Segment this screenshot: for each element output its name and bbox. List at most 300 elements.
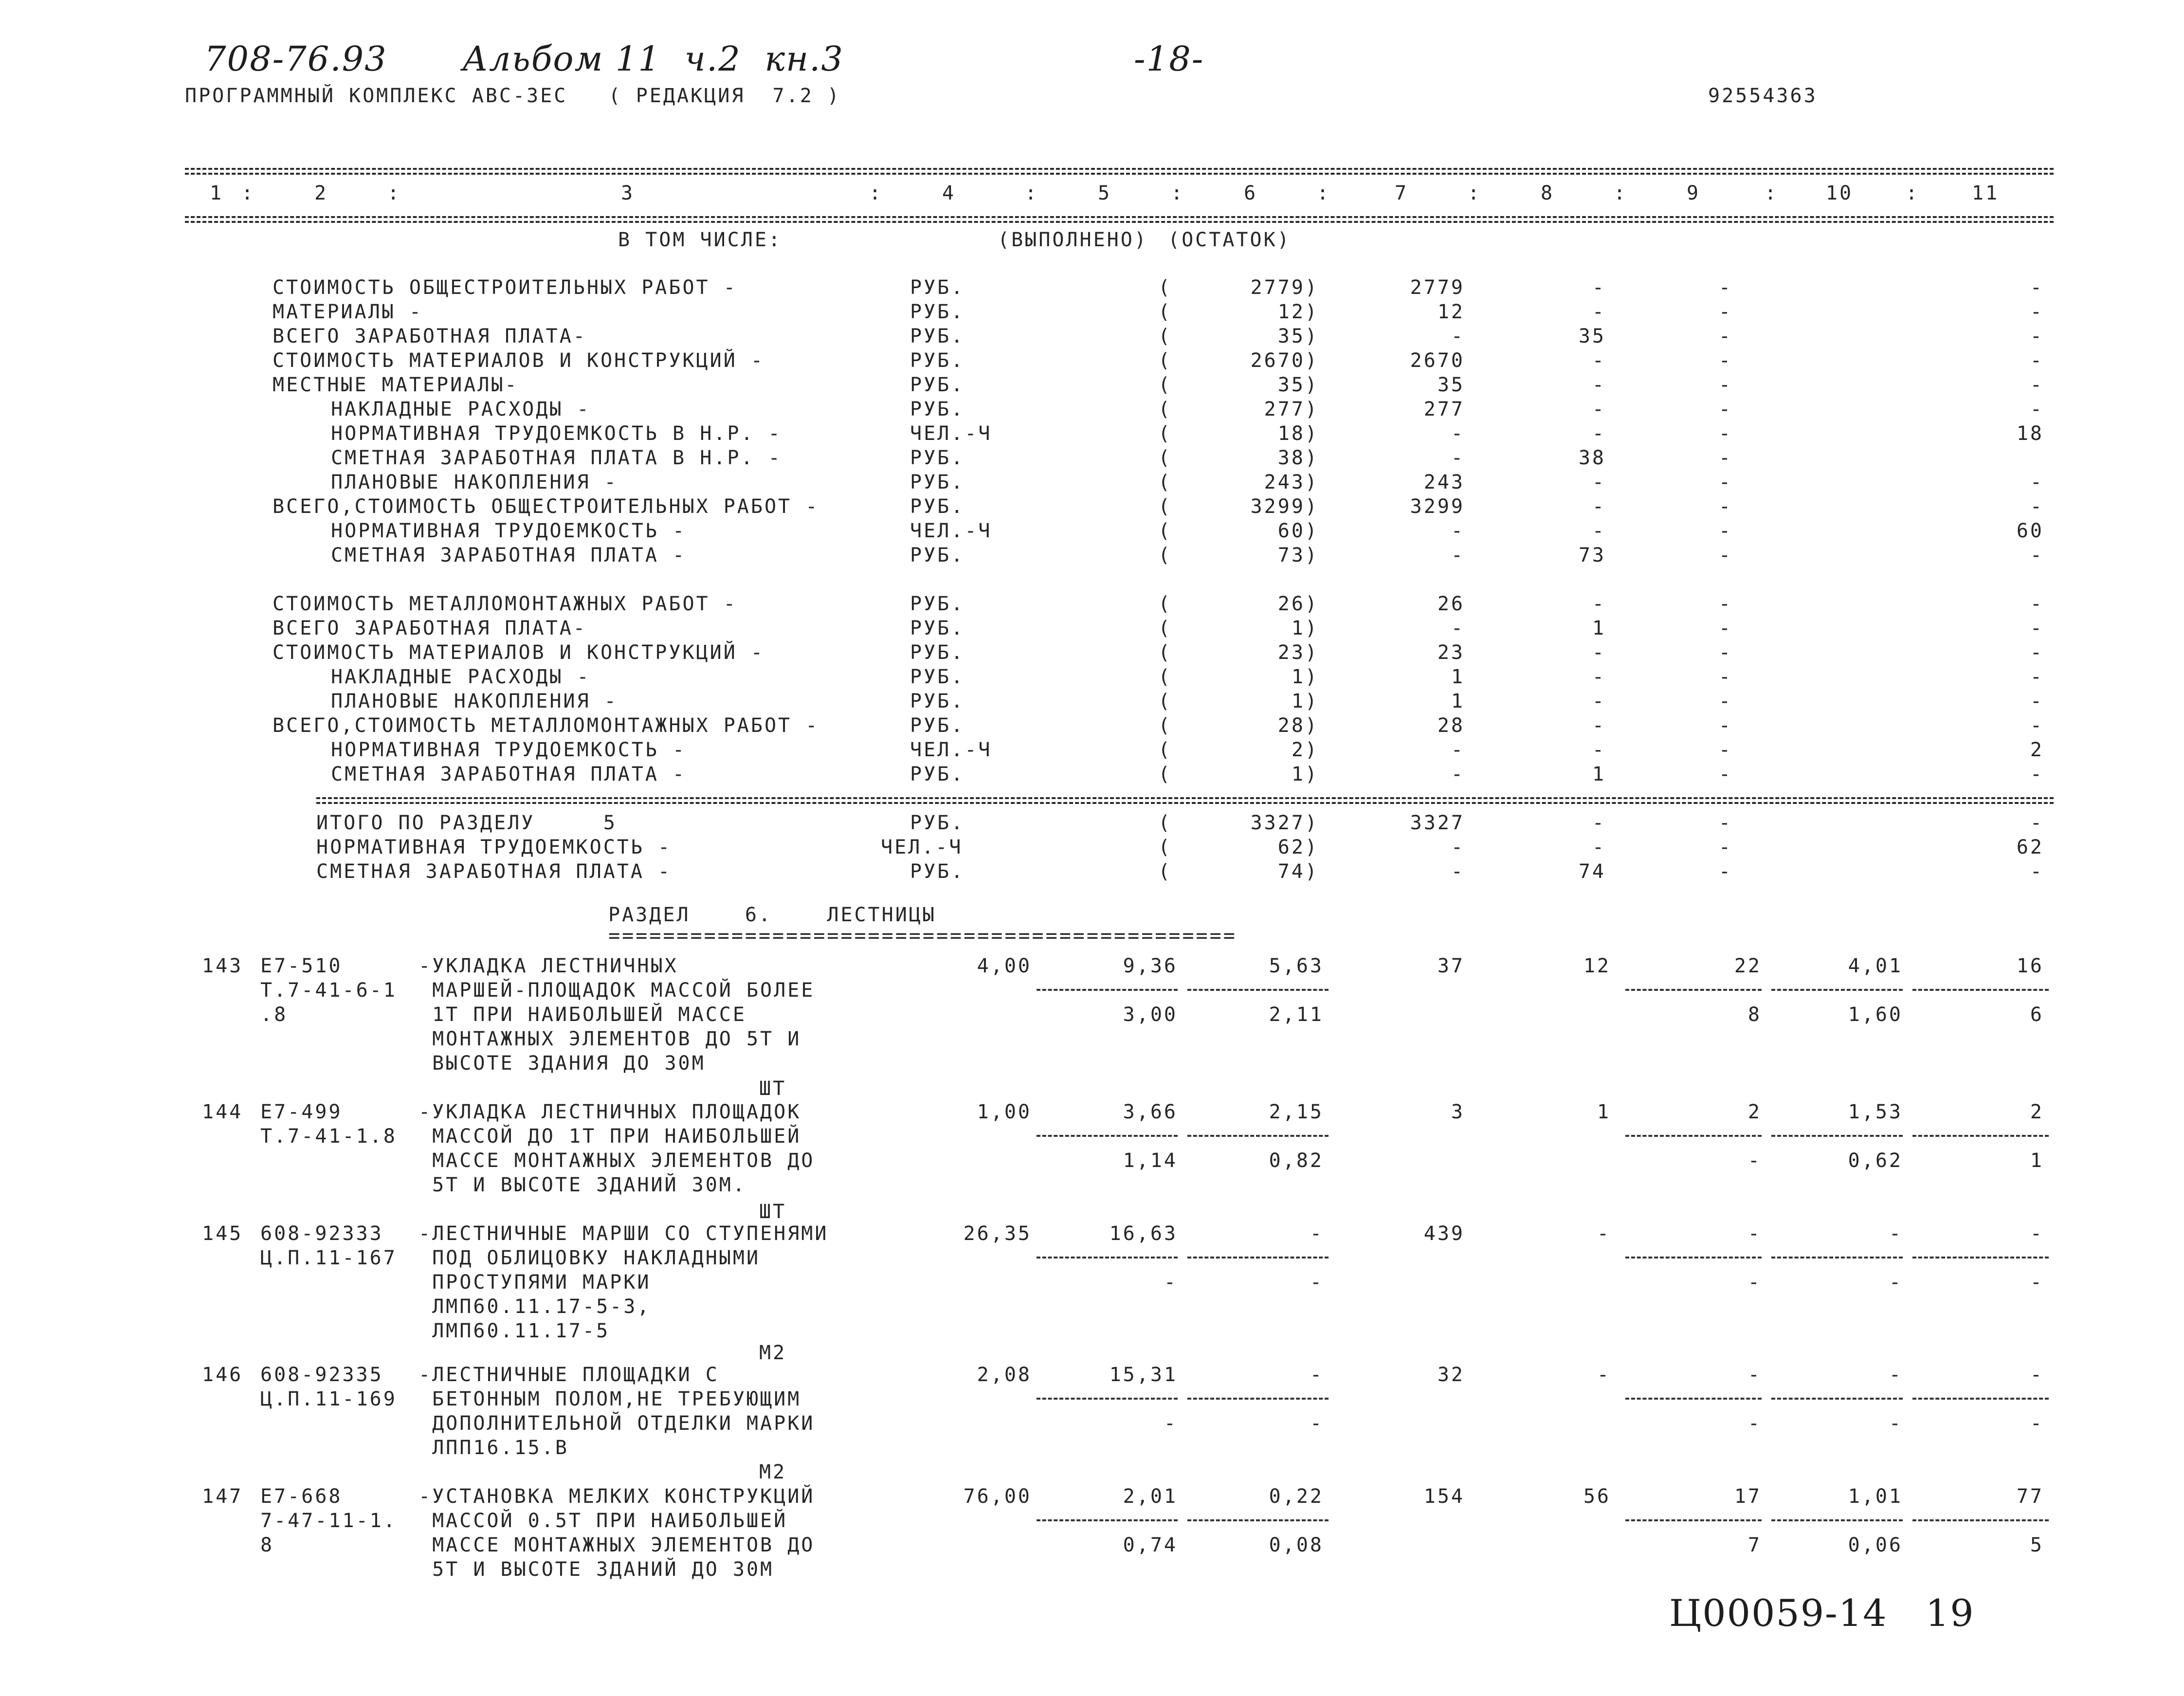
total-row-col8: 74 — [1578, 860, 1606, 883]
item-description: -УСТАНОВКА МЕЛКИХ КОНСТРУКЦИЙ — [419, 1485, 815, 1508]
metal-summary-row-col7: - — [1451, 739, 1465, 761]
metal-summary-row-label: ВСЕГО ЗАРАБОТНАЯ ПЛАТА- — [273, 617, 587, 639]
item-description: -УКЛАДКА ЛЕСТНИЧНЫХ ПЛОЩАДОК — [419, 1101, 801, 1123]
item-unit-price-labor: 0,74 — [1123, 1534, 1178, 1556]
metal-summary-row-col11: - — [2030, 714, 2044, 737]
item-quantity: 26,35 — [963, 1222, 1032, 1245]
item-col6: 5,63 — [1269, 955, 1324, 977]
item-col10-labor: 1,60 — [1848, 1003, 1903, 1026]
summary-row-col8: - — [1592, 398, 1606, 420]
metal-summary-row-col9: - — [1718, 641, 1732, 664]
summary-row-col11: - — [2030, 301, 2044, 323]
metal-summary-row-unit: РУБ. — [910, 666, 965, 688]
summary-row-paren: ( — [1158, 544, 1172, 566]
item-col10-labor: - — [1889, 1271, 1903, 1294]
metal-summary-row-label: ВСЕГО,СТОИМОСТЬ МЕТАЛЛОМОНТАЖНЫХ РАБОТ - — [273, 714, 819, 737]
header-rule-top-2 — [185, 173, 2054, 175]
total-row-value: 62) — [1277, 836, 1319, 858]
item-quantity: 1,00 — [977, 1101, 1032, 1123]
summary-row-paren: ( — [1158, 447, 1172, 469]
summary-row-paren: ( — [1158, 276, 1172, 299]
summary-row-col9: - — [1718, 349, 1732, 372]
summary-row-col8: 38 — [1578, 447, 1606, 469]
metal-summary-row-col11: - — [2030, 666, 2044, 688]
summary-row-value: 3299) — [1250, 495, 1319, 518]
summary-row-value: 18) — [1277, 422, 1319, 445]
summary-row-label: СМЕТНАЯ ЗАРАБОТНАЯ ПЛАТА В Н.Р. - — [331, 447, 782, 469]
item-number: 146 — [202, 1364, 243, 1386]
summary-row-col11: - — [2030, 325, 2044, 347]
item-description: МОНТАЖНЫХ ЭЛЕМЕНТОВ ДО 5Т И — [419, 1028, 801, 1050]
item-number: 147 — [202, 1485, 243, 1508]
summary-row-col7: 277 — [1423, 398, 1465, 420]
summary-row-col9: - — [1718, 325, 1732, 347]
item-code: Т.7-41-6-1 — [260, 979, 397, 1002]
item-col8: 12 — [1583, 955, 1611, 977]
item-description: ЛМП60.11.17-5 — [419, 1320, 610, 1342]
item-col10-labor: 0,62 — [1848, 1149, 1903, 1172]
metal-summary-row-col7: 23 — [1437, 641, 1465, 664]
summary-row-col11: - — [2030, 276, 2044, 299]
item-unit-price: 9,36 — [1123, 955, 1178, 977]
metal-summary-row-value: 28) — [1277, 714, 1319, 737]
total-row-value: 3327) — [1250, 812, 1319, 834]
summary-row-paren: ( — [1158, 398, 1172, 420]
summary-row-col7: - — [1451, 544, 1465, 566]
summary-row-col8: - — [1592, 495, 1606, 518]
summary-row-col8: - — [1592, 276, 1606, 299]
total-row-col9: - — [1718, 812, 1732, 834]
item-col10-labor: 0,06 — [1848, 1534, 1903, 1556]
column-header-9: 9 — [1686, 182, 1701, 204]
column-header-5: 5 — [1097, 182, 1112, 204]
item-col6: - — [1310, 1364, 1324, 1386]
column-header-1: 1 — [209, 182, 224, 204]
total-row-label: НОРМАТИВНАЯ ТРУДОЕМКОСТЬ - — [316, 836, 672, 858]
metal-summary-row-paren: ( — [1158, 666, 1172, 688]
item-description: -ЛЕСТНИЧНЫЕ ПЛОЩАДКИ С — [419, 1364, 719, 1386]
item-col9-labor: - — [1747, 1149, 1762, 1172]
metal-summary-row-col8: - — [1592, 739, 1606, 761]
item-subline — [1187, 1519, 1329, 1521]
total-row-col7: 3327 — [1410, 812, 1465, 834]
item-description: 5Т И ВЫСОТЕ ЗДАНИЙ 30М. — [419, 1174, 746, 1196]
item-subline — [1771, 1398, 1903, 1400]
metal-summary-row-col9: - — [1718, 739, 1732, 761]
summary-row-col8: 35 — [1578, 325, 1606, 347]
item-col9: 17 — [1734, 1485, 1762, 1508]
item-subline — [1771, 1135, 1903, 1137]
summary-heading: В ТОМ ЧИСЛЕ: — [618, 229, 782, 251]
metal-summary-row-col8: 1 — [1592, 617, 1606, 639]
item-code: 8 — [260, 1534, 274, 1556]
item-col11-labor: 1 — [2030, 1149, 2044, 1172]
handwritten-code: 708-76.93 — [204, 39, 387, 79]
metal-summary-row-col9: - — [1718, 690, 1732, 712]
summary-row-col7: 2779 — [1410, 276, 1465, 299]
item-code: 608-92333 — [260, 1222, 383, 1245]
metal-summary-row-col11: - — [2030, 617, 2044, 639]
summary-row-unit: РУБ. — [910, 276, 965, 299]
column-header-3: 3 — [620, 182, 635, 204]
total-row-col8: - — [1592, 812, 1606, 834]
item-unit-price: 15,31 — [1109, 1364, 1178, 1386]
metal-summary-row-col9: - — [1718, 714, 1732, 737]
item-description: ДОПОЛНИТЕЛЬНОЙ ОТДЕЛКИ МАРКИ — [419, 1412, 815, 1435]
summary-row-value: 2779) — [1250, 276, 1319, 299]
total-row-label: ИТОГО ПО РАЗДЕЛУ 5 — [316, 812, 617, 834]
summary-row-col8: - — [1592, 520, 1606, 542]
item-measure-unit: ШТ — [759, 1077, 787, 1100]
item-code: 7-47-11-1. — [260, 1510, 397, 1532]
header-rule-bottom-2 — [185, 221, 2054, 223]
metal-summary-row-label: СМЕТНАЯ ЗАРАБОТНАЯ ПЛАТА - — [331, 763, 687, 785]
summary-row-label: ПЛАНОВЫЕ НАКОПЛЕНИЯ - — [331, 471, 618, 493]
metal-summary-row-paren: ( — [1158, 690, 1172, 712]
summary-row-value: 277) — [1264, 398, 1319, 420]
total-row-value: 74) — [1277, 860, 1319, 883]
item-col6-labor: 0,08 — [1269, 1534, 1324, 1556]
item-col11: 2 — [2030, 1101, 2044, 1123]
item-subline — [1625, 1519, 1762, 1521]
total-row-unit: ЧЕЛ.-Ч — [881, 836, 963, 858]
item-subline — [1625, 989, 1762, 991]
metal-summary-row-col8: - — [1592, 714, 1606, 737]
summary-row-col7: - — [1451, 325, 1465, 347]
handwritten-page-number: -18- — [1134, 39, 1204, 79]
item-unit-price-labor: 1,14 — [1123, 1149, 1178, 1172]
item-total: 154 — [1423, 1485, 1465, 1508]
summary-row-unit: РУБ. — [910, 374, 965, 396]
summary-row-unit: РУБ. — [910, 349, 965, 372]
item-total: 32 — [1437, 1364, 1465, 1386]
summary-row-value: 38) — [1277, 447, 1319, 469]
item-unit-price: 16,63 — [1109, 1222, 1178, 1245]
item-subline — [1187, 1135, 1329, 1137]
summary-row-col8: - — [1592, 471, 1606, 493]
summary-row-paren: ( — [1158, 471, 1172, 493]
metal-summary-row-unit: РУБ. — [910, 617, 965, 639]
summary-row-value: 60) — [1277, 520, 1319, 542]
metal-summary-row-value: 1) — [1291, 690, 1319, 712]
metal-summary-row-value: 1) — [1291, 666, 1319, 688]
item-col11-labor: - — [2030, 1412, 2044, 1435]
item-subline — [1625, 1257, 1762, 1258]
total-row-label: СМЕТНАЯ ЗАРАБОТНАЯ ПЛАТА - — [316, 860, 672, 883]
summary-row-label: СТОИМОСТЬ ОБЩЕСТРОИТЕЛЬНЫХ РАБОТ - — [273, 276, 737, 299]
metal-summary-row-col8: - — [1592, 666, 1606, 688]
column-header-8: 8 — [1540, 182, 1555, 204]
item-description: МАРШЕЙ-ПЛОЩАДОК МАССОЙ БОЛЕЕ — [419, 979, 815, 1002]
total-row-paren: ( — [1158, 812, 1172, 834]
item-quantity: 4,00 — [977, 955, 1032, 977]
item-number: 144 — [202, 1101, 243, 1123]
item-quantity: 2,08 — [977, 1364, 1032, 1386]
item-col9: - — [1747, 1222, 1762, 1245]
column-header-10: 10 — [1825, 182, 1854, 204]
metal-summary-row-value: 23) — [1277, 641, 1319, 664]
item-subline — [1912, 1257, 2049, 1258]
summary-rest-label: (ОСТАТОК) — [1168, 229, 1291, 251]
metal-summary-row-col7: 1 — [1451, 666, 1465, 688]
summary-row-col9: - — [1718, 422, 1732, 445]
summary-row-col7: 243 — [1423, 471, 1465, 493]
summary-row-col8: - — [1592, 374, 1606, 396]
summary-row-col7: 3299 — [1410, 495, 1465, 518]
header-rule-top — [185, 168, 2054, 170]
summary-row-value: 243) — [1264, 471, 1319, 493]
item-col10: - — [1889, 1222, 1903, 1245]
item-col9-labor: - — [1747, 1412, 1762, 1435]
section-total-rule-2 — [316, 802, 2054, 804]
item-subline — [1771, 1257, 1903, 1258]
item-total: 439 — [1423, 1222, 1465, 1245]
item-code: Ц.П.11-169 — [260, 1388, 397, 1410]
item-subline — [1771, 1519, 1903, 1521]
summary-row-col7: - — [1451, 447, 1465, 469]
metal-summary-row-value: 1) — [1291, 617, 1319, 639]
summary-row-paren: ( — [1158, 349, 1172, 372]
summary-row-col7: 12 — [1437, 301, 1465, 323]
item-unit-price: 3,66 — [1123, 1101, 1178, 1123]
item-subline — [1037, 1398, 1178, 1400]
metal-summary-row-label: СТОИМОСТЬ МЕТАЛЛОМОНТАЖНЫХ РАБОТ - — [273, 593, 737, 615]
item-subline — [1037, 1519, 1178, 1521]
summary-row-col9: - — [1718, 374, 1732, 396]
item-measure-unit: М2 — [759, 1461, 787, 1483]
section-6-underline: ============================================== — [608, 925, 1237, 947]
summary-row-col9: - — [1718, 495, 1732, 518]
item-code: .8 — [260, 1003, 288, 1026]
item-subline — [1187, 989, 1329, 991]
metal-summary-row-col11: - — [2030, 763, 2044, 785]
item-col11: - — [2030, 1364, 2044, 1386]
column-separator: : — [1316, 182, 1331, 204]
metal-summary-row-col9: - — [1718, 666, 1732, 688]
item-subline — [1187, 1398, 1329, 1400]
item-measure-unit: ШТ — [759, 1201, 787, 1223]
item-subline — [1912, 1135, 2049, 1137]
summary-row-label: НОРМАТИВНАЯ ТРУДОЕМКОСТЬ - — [331, 520, 687, 542]
item-subline — [1037, 989, 1178, 991]
metal-summary-row-unit: РУБ. — [910, 690, 965, 712]
column-header-6: 6 — [1243, 182, 1258, 204]
item-col10-labor: - — [1889, 1412, 1903, 1435]
metal-summary-row-col11: - — [2030, 690, 2044, 712]
metal-summary-row-value: 26) — [1277, 593, 1319, 615]
total-row-paren: ( — [1158, 836, 1172, 858]
column-separator: : — [869, 182, 883, 204]
header-rule-bottom — [185, 216, 2054, 218]
item-unit-price: 2,01 — [1123, 1485, 1178, 1508]
column-separator: : — [1467, 182, 1482, 204]
metal-summary-row-col9: - — [1718, 617, 1732, 639]
item-description: МАССЕ МОНТАЖНЫХ ЭЛЕМЕНТОВ ДО — [419, 1149, 815, 1172]
summary-row-col7: 2670 — [1410, 349, 1465, 372]
total-row-col11: 62 — [2016, 836, 2044, 858]
item-col6-labor: 2,11 — [1269, 1003, 1324, 1026]
summary-row-paren: ( — [1158, 422, 1172, 445]
metal-summary-row-label: ПЛАНОВЫЕ НАКОПЛЕНИЯ - — [331, 690, 618, 712]
metal-summary-row-col11: - — [2030, 641, 2044, 664]
column-separator: : — [241, 182, 255, 204]
item-col6-labor: - — [1310, 1412, 1324, 1435]
summary-row-col11: - — [2030, 374, 2044, 396]
item-code: Е7-668 — [260, 1485, 343, 1508]
summary-row-unit: РУБ. — [910, 447, 965, 469]
item-col6: 0,22 — [1269, 1485, 1324, 1508]
item-col8: 56 — [1583, 1485, 1611, 1508]
program-header: ПРОГРАММНЫЙ КОМПЛЕКС АВС-ЗЕС ( РЕДАКЦИЯ 7.2 ) — [185, 85, 841, 107]
section-total-rule — [316, 797, 2054, 799]
item-code: 608-92335 — [260, 1364, 383, 1386]
total-row-col9: - — [1718, 860, 1732, 883]
item-number: 143 — [202, 955, 243, 977]
metal-summary-row-paren: ( — [1158, 617, 1172, 639]
item-subline — [1037, 1135, 1178, 1137]
item-quantity: 76,00 — [963, 1485, 1032, 1508]
item-col10: 4,01 — [1848, 955, 1903, 977]
item-col11: - — [2030, 1222, 2044, 1245]
summary-row-label: НОРМАТИВНАЯ ТРУДОЕМКОСТЬ В Н.Р. - — [331, 422, 782, 445]
summary-row-label: МАТЕРИАЛЫ - — [273, 301, 423, 323]
metal-summary-row-unit: РУБ. — [910, 763, 965, 785]
item-subline — [1625, 1135, 1762, 1137]
item-subline — [1771, 989, 1903, 991]
column-separator: : — [1024, 182, 1039, 204]
item-col10: 1,01 — [1848, 1485, 1903, 1508]
total-row-unit: РУБ. — [910, 812, 965, 834]
item-total: 3 — [1451, 1101, 1465, 1123]
document-number: 92554363 — [1708, 85, 1818, 107]
column-separator: : — [1613, 182, 1628, 204]
summary-row-col9: - — [1718, 471, 1732, 493]
total-row-col11: - — [2030, 860, 2044, 883]
summary-row-label: СТОИМОСТЬ МАТЕРИАЛОВ И КОНСТРУКЦИЙ - — [273, 349, 764, 372]
item-col11: 16 — [2016, 955, 2044, 977]
summary-row-unit: РУБ. — [910, 325, 965, 347]
item-col11-labor: - — [2030, 1271, 2044, 1294]
metal-summary-row-col8: 1 — [1592, 763, 1606, 785]
item-total: 37 — [1437, 955, 1465, 977]
metal-summary-row-col9: - — [1718, 763, 1732, 785]
column-separator: : — [387, 182, 401, 204]
summary-row-col11: - — [2030, 398, 2044, 420]
item-col8: 1 — [1597, 1101, 1611, 1123]
item-description: МАССЕ МОНТАЖНЫХ ЭЛЕМЕНТОВ ДО — [419, 1534, 815, 1556]
column-separator: : — [1764, 182, 1779, 204]
metal-summary-row-col8: - — [1592, 641, 1606, 664]
item-description: ВЫСОТЕ ЗДАНИЯ ДО 30М — [419, 1052, 706, 1075]
summary-row-col11: - — [2030, 471, 2044, 493]
summary-row-unit: РУБ. — [910, 398, 965, 420]
summary-row-col8: - — [1592, 301, 1606, 323]
section-6-title: РАЗДЕЛ 6. ЛЕСТНИЦЫ — [608, 904, 936, 926]
summary-row-paren: ( — [1158, 301, 1172, 323]
metal-summary-row-col11: 2 — [2030, 739, 2044, 761]
column-header-7: 7 — [1394, 182, 1409, 204]
metal-summary-row-label: НОРМАТИВНАЯ ТРУДОЕМКОСТЬ - — [331, 739, 687, 761]
item-subline — [1037, 1257, 1178, 1258]
item-description: 5Т И ВЫСОТЕ ЗДАНИЙ ДО 30М — [419, 1558, 774, 1581]
item-subline — [1912, 1519, 2049, 1521]
summary-row-col8: 73 — [1578, 544, 1606, 566]
handwritten-footer-code: Ц00059-14 19 — [1669, 1591, 1975, 1635]
summary-row-col7: 35 — [1437, 374, 1465, 396]
metal-summary-row-paren: ( — [1158, 763, 1172, 785]
total-row-unit: РУБ. — [910, 860, 965, 883]
total-row-paren: ( — [1158, 860, 1172, 883]
summary-row-label: СМЕТНАЯ ЗАРАБОТНАЯ ПЛАТА - — [331, 544, 687, 566]
summary-row-col11: - — [2030, 495, 2044, 518]
metal-summary-row-col11: - — [2030, 593, 2044, 615]
summary-row-col11: - — [2030, 544, 2044, 566]
item-unit-price-labor: - — [1164, 1412, 1178, 1435]
metal-summary-row-label: НАКЛАДНЫЕ РАСХОДЫ - — [331, 666, 591, 688]
summary-row-col11: 18 — [2016, 422, 2044, 445]
item-description: ПОД ОБЛИЦОВКУ НАКЛАДНЫМИ — [419, 1247, 761, 1269]
summary-row-unit: РУБ. — [910, 544, 965, 566]
item-unit-price-labor: 3,00 — [1123, 1003, 1178, 1026]
metal-summary-row-unit: РУБ. — [910, 714, 965, 737]
summary-row-col7: - — [1451, 422, 1465, 445]
metal-summary-row-unit: ЧЕЛ.-Ч — [910, 739, 992, 761]
summary-row-col9: - — [1718, 520, 1732, 542]
summary-row-label: ВСЕГО ЗАРАБОТНАЯ ПЛАТА- — [273, 325, 587, 347]
summary-row-label: ВСЕГО,СТОИМОСТЬ ОБЩЕСТРОИТЕЛЬНЫХ РАБОТ - — [273, 495, 819, 518]
summary-row-value: 2670) — [1250, 349, 1319, 372]
total-row-col7: - — [1451, 836, 1465, 858]
item-code: Т.7-41-1.8 — [260, 1125, 397, 1148]
column-header-2: 2 — [314, 182, 328, 204]
item-col10: - — [1889, 1364, 1903, 1386]
item-col11-labor: 5 — [2030, 1534, 2044, 1556]
item-col6-labor: - — [1310, 1271, 1324, 1294]
metal-summary-row-value: 1) — [1291, 763, 1319, 785]
item-code: Ц.П.11-167 — [260, 1247, 397, 1269]
summary-row-col11: 60 — [2016, 520, 2044, 542]
item-description: 1Т ПРИ НАИБОЛЬШЕЙ МАССЕ — [419, 1003, 746, 1026]
item-description: ЛМП60.11.17-5-3, — [419, 1295, 651, 1318]
summary-row-unit: ЧЕЛ.-Ч — [910, 422, 992, 445]
item-subline — [1625, 1398, 1762, 1400]
item-col11: 77 — [2016, 1485, 2044, 1508]
summary-row-unit: РУБ. — [910, 495, 965, 518]
item-col9-labor: - — [1747, 1271, 1762, 1294]
item-description: ЛПП16.15.В — [419, 1437, 569, 1459]
metal-summary-row-col7: 28 — [1437, 714, 1465, 737]
metal-summary-row-col9: - — [1718, 593, 1732, 615]
total-row-col8: - — [1592, 836, 1606, 858]
summary-row-col11: - — [2030, 349, 2044, 372]
summary-row-col9: - — [1718, 544, 1732, 566]
item-col9-labor: 7 — [1747, 1534, 1762, 1556]
summary-row-col9: - — [1718, 301, 1732, 323]
total-row-col9: - — [1718, 836, 1732, 858]
column-header-11: 11 — [1971, 182, 2000, 204]
column-separator: : — [1905, 182, 1920, 204]
item-description: ПРОСТУПЯМИ МАРКИ — [419, 1271, 651, 1294]
metal-summary-row-paren: ( — [1158, 593, 1172, 615]
item-number: 145 — [202, 1222, 243, 1245]
total-row-col11: - — [2030, 812, 2044, 834]
summary-row-unit: РУБ. — [910, 471, 965, 493]
item-col9: 2 — [1747, 1101, 1762, 1123]
item-col6: - — [1310, 1222, 1324, 1245]
item-unit-price-labor: - — [1164, 1271, 1178, 1294]
summary-row-label: МЕСТНЫЕ МАТЕРИАЛЫ- — [273, 374, 519, 396]
metal-summary-row-paren: ( — [1158, 641, 1172, 664]
